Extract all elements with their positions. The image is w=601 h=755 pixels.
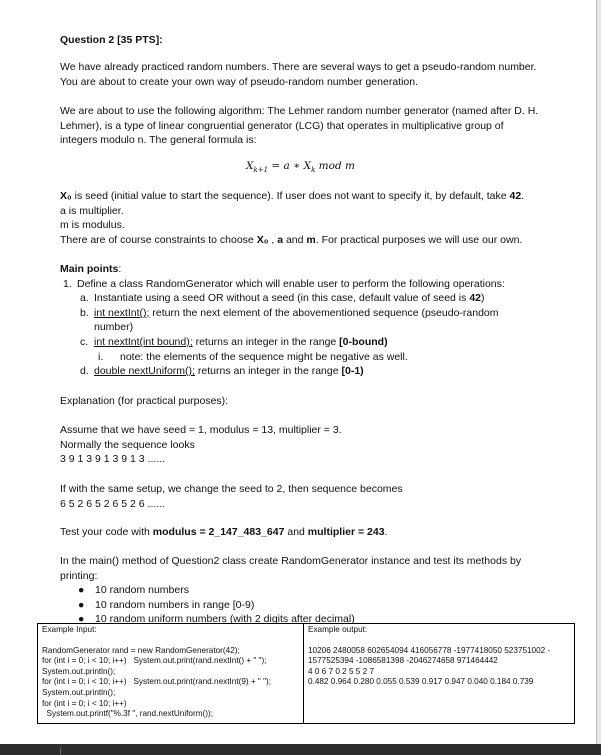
multiplier-value: multiplier = 243 bbox=[307, 526, 385, 538]
formula bbox=[0, 160, 601, 174]
output-line: 0.482 0.964 0.280 0.055 0.539 0.917 0.947 0.040 0.184 0.739 bbox=[308, 677, 534, 687]
normally-line: Normally the sequence looks bbox=[60, 438, 195, 451]
algorithm-line: Lehmer), is a type of linear congruential generator (LCG) that operates in multiplicative group of bbox=[60, 119, 504, 132]
modulus-value: modulus = 2_147_483_647 bbox=[152, 526, 285, 538]
output-line: 4 0 6 7 0 2 5 5 2 7 bbox=[308, 666, 375, 676]
test-instructions bbox=[60, 525, 560, 540]
x0-symbol: X₀ bbox=[256, 233, 269, 246]
example-seed-2 bbox=[60, 482, 560, 511]
example-output-cell bbox=[304, 624, 575, 724]
marker: d. bbox=[80, 365, 89, 378]
text: , bbox=[268, 233, 278, 246]
formula-part: mod m bbox=[315, 160, 355, 172]
algorithm-line: integers modulo n. The general formula is: bbox=[60, 134, 257, 147]
code-line: System.out.printf("%.3f ", rand.nextUniform()); bbox=[42, 709, 213, 719]
method-signature: double nextUniform(); bbox=[94, 365, 195, 378]
list-item-a bbox=[60, 291, 580, 306]
bullet-icon: ● bbox=[78, 598, 85, 611]
example-table bbox=[37, 623, 575, 724]
example-output-header: Example output: bbox=[308, 625, 368, 634]
sequence-2: 6 5 2 6 5 2 6 5 2 6 ...... bbox=[60, 497, 166, 510]
question-title bbox=[60, 33, 560, 48]
sequence-1: 3 9 1 3 9 1 3 9 1 3 ...... bbox=[60, 453, 166, 466]
page-edge bbox=[596, 0, 601, 744]
method-signature: int nextInt(int bound); bbox=[94, 335, 193, 348]
list-item-d bbox=[60, 364, 580, 379]
main-method-text: In the main() method of Question2 class create RandomGenerator instance and test its methods by printing: bbox=[60, 555, 522, 582]
bullet-item bbox=[60, 598, 560, 613]
bold-value: [0-1) bbox=[341, 365, 364, 378]
text: . bbox=[384, 526, 388, 538]
a-symbol: a bbox=[277, 233, 284, 246]
bold-value: [0-bound) bbox=[339, 335, 388, 348]
list-item-c bbox=[60, 335, 580, 350]
marker: a. bbox=[80, 292, 89, 305]
list-item-i bbox=[60, 350, 580, 365]
definitions bbox=[60, 189, 580, 247]
list-item-1 bbox=[60, 277, 580, 292]
output-line: 10206 2480058 602654094 416056778 -1977418050 523751002 - bbox=[308, 645, 551, 655]
seed-default: 42 bbox=[509, 190, 522, 202]
text: and bbox=[284, 526, 308, 538]
seed-definition: X₀ is seed (initial value to start the sequence). If user does not want to specify it, by default, take 42. bbox=[60, 190, 525, 202]
text: . For practical purposes we will use our own. bbox=[315, 233, 523, 246]
item-text: return the next element of the abovementioned sequence (pseudo-random number) bbox=[94, 306, 499, 334]
heading-text: Main points bbox=[60, 263, 119, 275]
modulus-definition: m is modulus. bbox=[60, 219, 125, 232]
bullet-icon: ● bbox=[78, 613, 85, 626]
code-line: for (int i = 0; i < 10; i++) bbox=[42, 698, 127, 708]
marker: i. bbox=[98, 350, 104, 363]
colon: : bbox=[118, 263, 122, 275]
item-text: returns an integer in the range bbox=[192, 335, 340, 348]
m-symbol: m bbox=[306, 233, 316, 246]
constraints-line bbox=[60, 233, 580, 248]
toolbar-divider bbox=[60, 747, 61, 755]
main-points-heading bbox=[60, 262, 580, 277]
formula-sub: k bbox=[311, 166, 316, 175]
code-line: for (int i = 0; i < 10; i++) System.out.print(rand.nextInt() + " "); bbox=[42, 656, 267, 666]
x0-symbol: X₀ bbox=[60, 190, 72, 202]
seed-text: is seed (initial value to start the sequence). If user does not want to specify it, by default, take bbox=[71, 190, 510, 202]
list-item-b bbox=[60, 306, 530, 335]
bullet-text: 10 random numbers in range [0-9) bbox=[95, 598, 255, 611]
example-input-header: Example Input: bbox=[42, 625, 97, 634]
marker: b. bbox=[80, 306, 89, 319]
item-text: returns an integer in the range bbox=[194, 365, 342, 378]
formula-part: X bbox=[246, 160, 254, 172]
explanation-heading: Explanation (for practical purposes): bbox=[60, 395, 229, 407]
multiplier-definition: a is multiplier. bbox=[60, 204, 124, 217]
seed-2-line: If with the same setup, we change the seed to 2, then sequence becomes bbox=[60, 483, 403, 495]
text: There are of course constraints to choose bbox=[60, 233, 257, 246]
marker: c. bbox=[80, 335, 89, 348]
method-signature: int nextInt(); bbox=[94, 306, 150, 319]
main-points bbox=[60, 262, 580, 379]
text: and bbox=[283, 233, 307, 246]
code-line: RandomGenerator rand = new RandomGenerator(42); bbox=[42, 645, 240, 655]
bullet-text: 10 random uniform numbers (with 2 digits after decimal) bbox=[95, 613, 355, 626]
intro-line: We have already practiced random numbers. There are several ways to get a pseudo-random number. bbox=[60, 61, 537, 73]
marker: 1. bbox=[63, 277, 72, 290]
example-input-cell bbox=[38, 624, 304, 724]
text: Test your code with bbox=[60, 526, 153, 538]
formula-sub: k+1 bbox=[253, 166, 269, 175]
item-text: Instantiate using a seed OR without a seed (in this case, default value of seed is bbox=[94, 292, 470, 305]
code-line: System.out.println(); bbox=[42, 687, 116, 697]
example-seed-1 bbox=[60, 423, 560, 467]
bullet-icon: ● bbox=[78, 584, 85, 597]
title-text: Question 2 [35 PTS]: bbox=[60, 34, 163, 46]
bottom-toolbar bbox=[0, 744, 601, 755]
code-line: for (int i = 0; i < 10; i++) System.out.print(rand.nextInt(9) + " "); bbox=[42, 677, 272, 687]
output-line: 1577525394 -1086581398 -2046274658 971464442 bbox=[308, 656, 498, 666]
intro-line: You are about to create your own way of pseudo-random number generation. bbox=[60, 75, 419, 88]
algorithm-paragraph bbox=[60, 104, 580, 148]
bullet-item bbox=[60, 583, 560, 598]
formula-part: = a ∗ X bbox=[268, 160, 312, 172]
assume-line: Assume that we have seed = 1, modulus = 13, multiplier = 3. bbox=[60, 424, 342, 436]
code-line: System.out.println(); bbox=[42, 666, 116, 676]
bold-value: 42 bbox=[469, 292, 481, 305]
item-text: Define a class RandomGenerator which will enable user to perform the following operations: bbox=[77, 277, 505, 290]
intro-paragraph bbox=[60, 60, 580, 89]
item-text: note: the elements of the sequence might be negative as well. bbox=[120, 350, 408, 363]
algorithm-line: We are about to use the following algorithm: The Lehmer random number generator (named after D. H. bbox=[60, 105, 539, 117]
bullet-text: 10 random numbers bbox=[95, 584, 189, 597]
main-method-instructions bbox=[60, 554, 560, 627]
item-text: ) bbox=[481, 292, 485, 305]
